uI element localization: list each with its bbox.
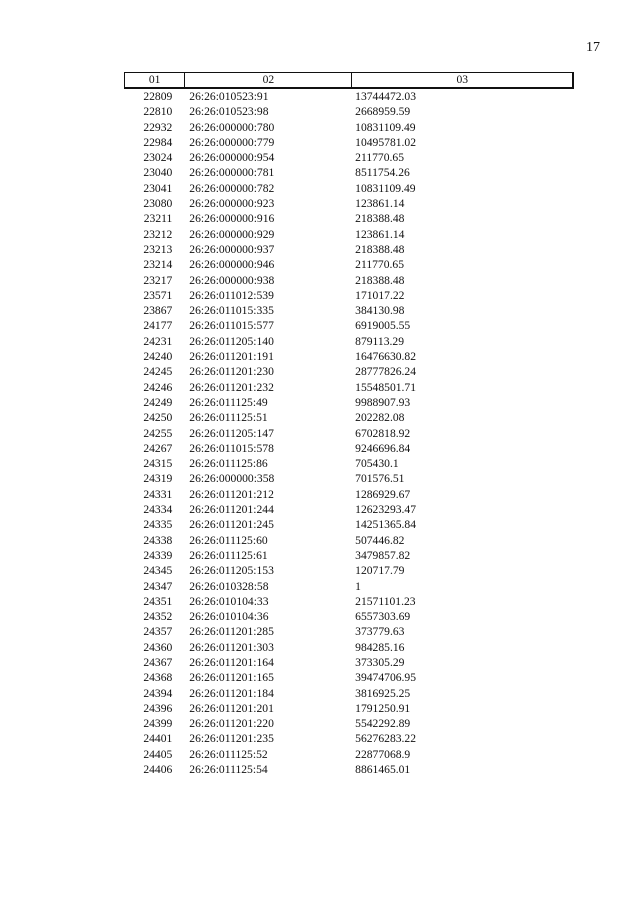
cadastral-number-cell: 26:26:011205:153 <box>189 564 274 578</box>
value-cell: 8861465.01 <box>355 763 411 777</box>
row-number-cell: 24345 <box>143 564 173 578</box>
cadastral-number-cell: 26:26:011205:140 <box>189 334 274 348</box>
table-row <box>124 731 574 746</box>
row-number-cell: 24177 <box>143 319 173 333</box>
row-number-cell: 24399 <box>143 717 173 731</box>
table-row <box>124 120 574 135</box>
row-number-cell: 24267 <box>143 441 173 455</box>
value-cell: 1791250.91 <box>355 701 411 715</box>
row-number-cell: 24406 <box>143 763 173 777</box>
cadastral-number-cell: 26:26:010328:58 <box>189 579 269 593</box>
table-row <box>124 533 574 548</box>
value-cell: 21571101.23 <box>355 594 416 608</box>
value-cell: 56276283.22 <box>355 732 417 746</box>
value-cell: 373305.29 <box>355 655 405 669</box>
table-row <box>124 273 574 288</box>
table-row <box>124 426 574 441</box>
row-number-cell: 23024 <box>143 151 173 165</box>
table-row <box>124 471 574 486</box>
value-cell: 373779.63 <box>355 625 405 639</box>
cadastral-number-cell: 26:26:000000:780 <box>189 120 275 134</box>
table-header <box>124 72 574 89</box>
cadastral-number-cell: 26:26:011201:220 <box>189 717 274 731</box>
cadastral-number-cell: 26:26:011201:303 <box>189 640 274 654</box>
row-number-cell: 22984 <box>143 135 173 149</box>
table-row <box>124 165 574 180</box>
value-cell: 507446.82 <box>355 533 405 547</box>
table-row <box>124 334 574 349</box>
cadastral-number-cell: 26:26:011201:212 <box>189 487 274 501</box>
cadastral-number-cell: 26:26:000000:929 <box>189 227 275 241</box>
value-cell: 123861.14 <box>355 197 405 211</box>
row-number-cell: 24334 <box>143 503 173 517</box>
cadastral-number-cell: 26:26:000000:781 <box>189 166 275 180</box>
row-number-cell: 24401 <box>143 732 173 746</box>
value-cell: 218388.48 <box>355 212 405 226</box>
row-number-cell: 24394 <box>143 686 173 700</box>
table-row <box>124 395 574 410</box>
row-number-cell: 24338 <box>143 533 173 547</box>
value-cell: 10831109.49 <box>355 120 416 134</box>
value-cell: 171017.22 <box>355 288 405 302</box>
row-number-cell: 24351 <box>143 594 173 608</box>
table-row <box>124 456 574 471</box>
value-cell: 879113.29 <box>355 334 404 348</box>
table-row <box>124 181 574 196</box>
row-number-cell: 23040 <box>143 166 173 180</box>
cadastral-number-cell: 26:26:011201:165 <box>189 671 274 685</box>
cadastral-number-cell: 26:26:000000:954 <box>189 151 275 165</box>
table-row <box>124 701 574 716</box>
page-number: 17 <box>586 40 600 55</box>
row-number-cell: 23041 <box>143 181 173 195</box>
row-number-cell: 24249 <box>143 395 173 409</box>
table-row <box>124 288 574 303</box>
cadastral-number-cell: 26:26:010523:91 <box>189 90 269 103</box>
value-cell: 123861.14 <box>355 227 405 241</box>
table-body <box>124 89 574 777</box>
table-row <box>124 364 574 379</box>
cadastral-number-cell: 26:26:011012:539 <box>189 288 274 302</box>
cadastral-number-cell: 26:26:011201:164 <box>189 655 274 669</box>
row-number-cell: 24360 <box>143 640 173 654</box>
row-number-cell: 24250 <box>143 411 173 425</box>
row-number-cell: 23080 <box>143 197 173 211</box>
row-number-cell: 23214 <box>143 258 173 272</box>
row-number-cell: 24331 <box>143 487 173 501</box>
value-cell: 3479857.82 <box>355 548 411 562</box>
row-number-cell: 24245 <box>143 365 173 379</box>
value-cell: 10831109.49 <box>355 181 416 195</box>
row-number-cell: 23212 <box>143 227 173 241</box>
value-cell: 211770.65 <box>355 151 404 165</box>
table-row <box>124 609 574 624</box>
row-number-cell: 24352 <box>143 610 173 624</box>
row-number-cell: 22932 <box>143 120 173 134</box>
table-row <box>124 257 574 272</box>
cadastral-number-cell: 26:26:011125:52 <box>189 747 268 761</box>
value-cell: 8511754.26 <box>355 166 410 180</box>
value-cell: 22877068.9 <box>355 747 411 761</box>
table-row <box>124 135 574 150</box>
cadastral-number-cell: 26:26:000000:923 <box>189 197 275 211</box>
value-cell: 384130.98 <box>355 304 405 318</box>
cadastral-number-cell: 26:26:011125:49 <box>189 395 268 409</box>
row-number-cell: 24405 <box>143 747 173 761</box>
cadastral-number-cell: 26:26:011201:201 <box>189 701 274 715</box>
value-cell: 120717.79 <box>355 564 405 578</box>
table-row <box>124 563 574 578</box>
cadastral-number-cell: 26:26:010104:33 <box>189 594 269 608</box>
value-cell: 6919005.55 <box>355 319 411 333</box>
table-row <box>124 349 574 364</box>
value-cell: 6557303.69 <box>355 610 411 624</box>
table-row <box>124 655 574 670</box>
value-cell: 6702818.92 <box>355 426 411 440</box>
cadastral-number-cell: 26:26:000000:937 <box>189 242 275 256</box>
value-cell: 705430.1 <box>355 457 399 471</box>
row-number-cell: 24335 <box>143 518 173 532</box>
value-cell: 1 <box>355 579 361 593</box>
cadastral-number-cell: 26:26:011015:335 <box>189 304 274 318</box>
table-row <box>124 517 574 532</box>
value-cell: 218388.48 <box>355 273 405 287</box>
cadastral-number-cell: 26:26:011125:61 <box>189 548 268 562</box>
row-number-cell: 24347 <box>143 579 173 593</box>
table-row <box>124 227 574 242</box>
value-cell: 2668959.59 <box>355 105 411 119</box>
cadastral-number-cell: 26:26:000000:938 <box>189 273 275 287</box>
table-row <box>124 89 574 104</box>
value-cell: 13744472.03 <box>355 90 417 103</box>
cadastral-number-cell: 26:26:011205:147 <box>189 426 274 440</box>
table-row <box>124 716 574 731</box>
value-cell: 701576.51 <box>355 472 405 486</box>
table-row <box>124 441 574 456</box>
cadastral-number-cell: 26:26:011125:54 <box>189 763 268 777</box>
header-col-02: 02 <box>185 73 352 87</box>
table-row <box>124 211 574 226</box>
cadastral-number-cell: 26:26:000000:779 <box>189 135 275 149</box>
cadastral-number-cell: 26:26:011201:232 <box>189 380 274 394</box>
table-row <box>124 762 574 777</box>
value-cell: 9246696.84 <box>355 441 411 455</box>
table-row <box>124 747 574 762</box>
row-number-cell: 24315 <box>143 457 173 471</box>
table-row <box>124 380 574 395</box>
value-cell: 28777826.24 <box>355 365 417 379</box>
row-number-cell: 24231 <box>143 334 173 348</box>
value-cell: 16476630.82 <box>355 350 417 364</box>
cadastral-number-cell: 26:26:011125:86 <box>189 457 268 471</box>
cadastral-number-cell: 26:26:011125:51 <box>189 411 268 425</box>
table-row <box>124 410 574 425</box>
table-row <box>124 502 574 517</box>
table-row <box>124 579 574 594</box>
row-number-cell: 24367 <box>143 655 173 669</box>
row-number-cell: 24240 <box>143 350 173 364</box>
table-row <box>124 624 574 639</box>
cadastral-number-cell: 26:26:000000:358 <box>189 472 275 486</box>
row-number-cell: 24368 <box>143 671 173 685</box>
value-cell: 984285.16 <box>355 640 405 654</box>
header-col-01: 01 <box>125 73 185 87</box>
value-cell: 5542292.89 <box>355 717 411 731</box>
row-number-cell: 23217 <box>143 273 173 287</box>
data-table <box>124 72 574 777</box>
value-cell: 218388.48 <box>355 242 405 256</box>
cadastral-number-cell: 26:26:010104:36 <box>189 610 269 624</box>
cadastral-number-cell: 26:26:011201:191 <box>189 350 274 364</box>
cadastral-number-cell: 26:26:000000:782 <box>189 181 275 195</box>
cadastral-number-cell: 26:26:011201:285 <box>189 625 274 639</box>
table-row <box>124 104 574 119</box>
row-number-cell: 23213 <box>143 242 173 256</box>
cadastral-number-cell: 26:26:010523:98 <box>189 105 269 119</box>
cadastral-number-cell: 26:26:011201:230 <box>189 365 274 379</box>
row-number-cell: 23867 <box>143 304 173 318</box>
value-cell: 15548501.71 <box>355 380 417 394</box>
value-cell: 14251365.84 <box>355 518 417 532</box>
cadastral-number-cell: 26:26:011201:184 <box>189 686 274 700</box>
row-number-cell: 24319 <box>143 472 173 486</box>
row-number-cell: 24357 <box>143 625 173 639</box>
cadastral-number-cell: 26:26:011125:60 <box>189 533 268 547</box>
cadastral-number-cell: 26:26:011015:578 <box>189 441 274 455</box>
row-number-cell: 23211 <box>143 212 173 226</box>
table-row <box>124 640 574 655</box>
cadastral-number-cell: 26:26:011201:235 <box>189 732 274 746</box>
table-row <box>124 548 574 563</box>
cadastral-number-cell: 26:26:011201:244 <box>189 503 274 517</box>
value-cell: 202282.08 <box>355 411 405 425</box>
header-col-03: 03 <box>456 73 469 86</box>
table-row <box>124 303 574 318</box>
cadastral-number-cell: 26:26:011015:577 <box>189 319 274 333</box>
row-number-cell: 22809 <box>143 90 173 103</box>
table-row <box>124 242 574 257</box>
row-number-cell: 23571 <box>143 288 173 302</box>
row-number-cell: 24246 <box>143 380 173 394</box>
cadastral-number-cell: 26:26:000000:916 <box>189 212 275 226</box>
table-row <box>124 487 574 502</box>
row-number-cell: 24255 <box>143 426 173 440</box>
table-row <box>124 686 574 701</box>
cadastral-number-cell: 26:26:000000:946 <box>189 258 275 272</box>
value-cell: 3816925.25 <box>355 686 411 700</box>
table-row <box>124 196 574 211</box>
value-cell: 39474706.95 <box>355 671 417 685</box>
value-cell: 211770.65 <box>355 258 404 272</box>
table-row <box>124 670 574 685</box>
row-number-cell: 22810 <box>143 105 173 119</box>
table-row <box>124 150 574 165</box>
cadastral-number-cell: 26:26:011201:245 <box>189 518 274 532</box>
table-row <box>124 594 574 609</box>
value-cell: 1286929.67 <box>355 487 411 501</box>
value-cell: 9988907.93 <box>355 395 411 409</box>
row-number-cell: 24339 <box>143 548 173 562</box>
row-number-cell: 24396 <box>143 701 173 715</box>
value-cell: 10495781.02 <box>355 135 417 149</box>
value-cell: 12623293.47 <box>355 503 417 517</box>
table-row <box>124 318 574 333</box>
